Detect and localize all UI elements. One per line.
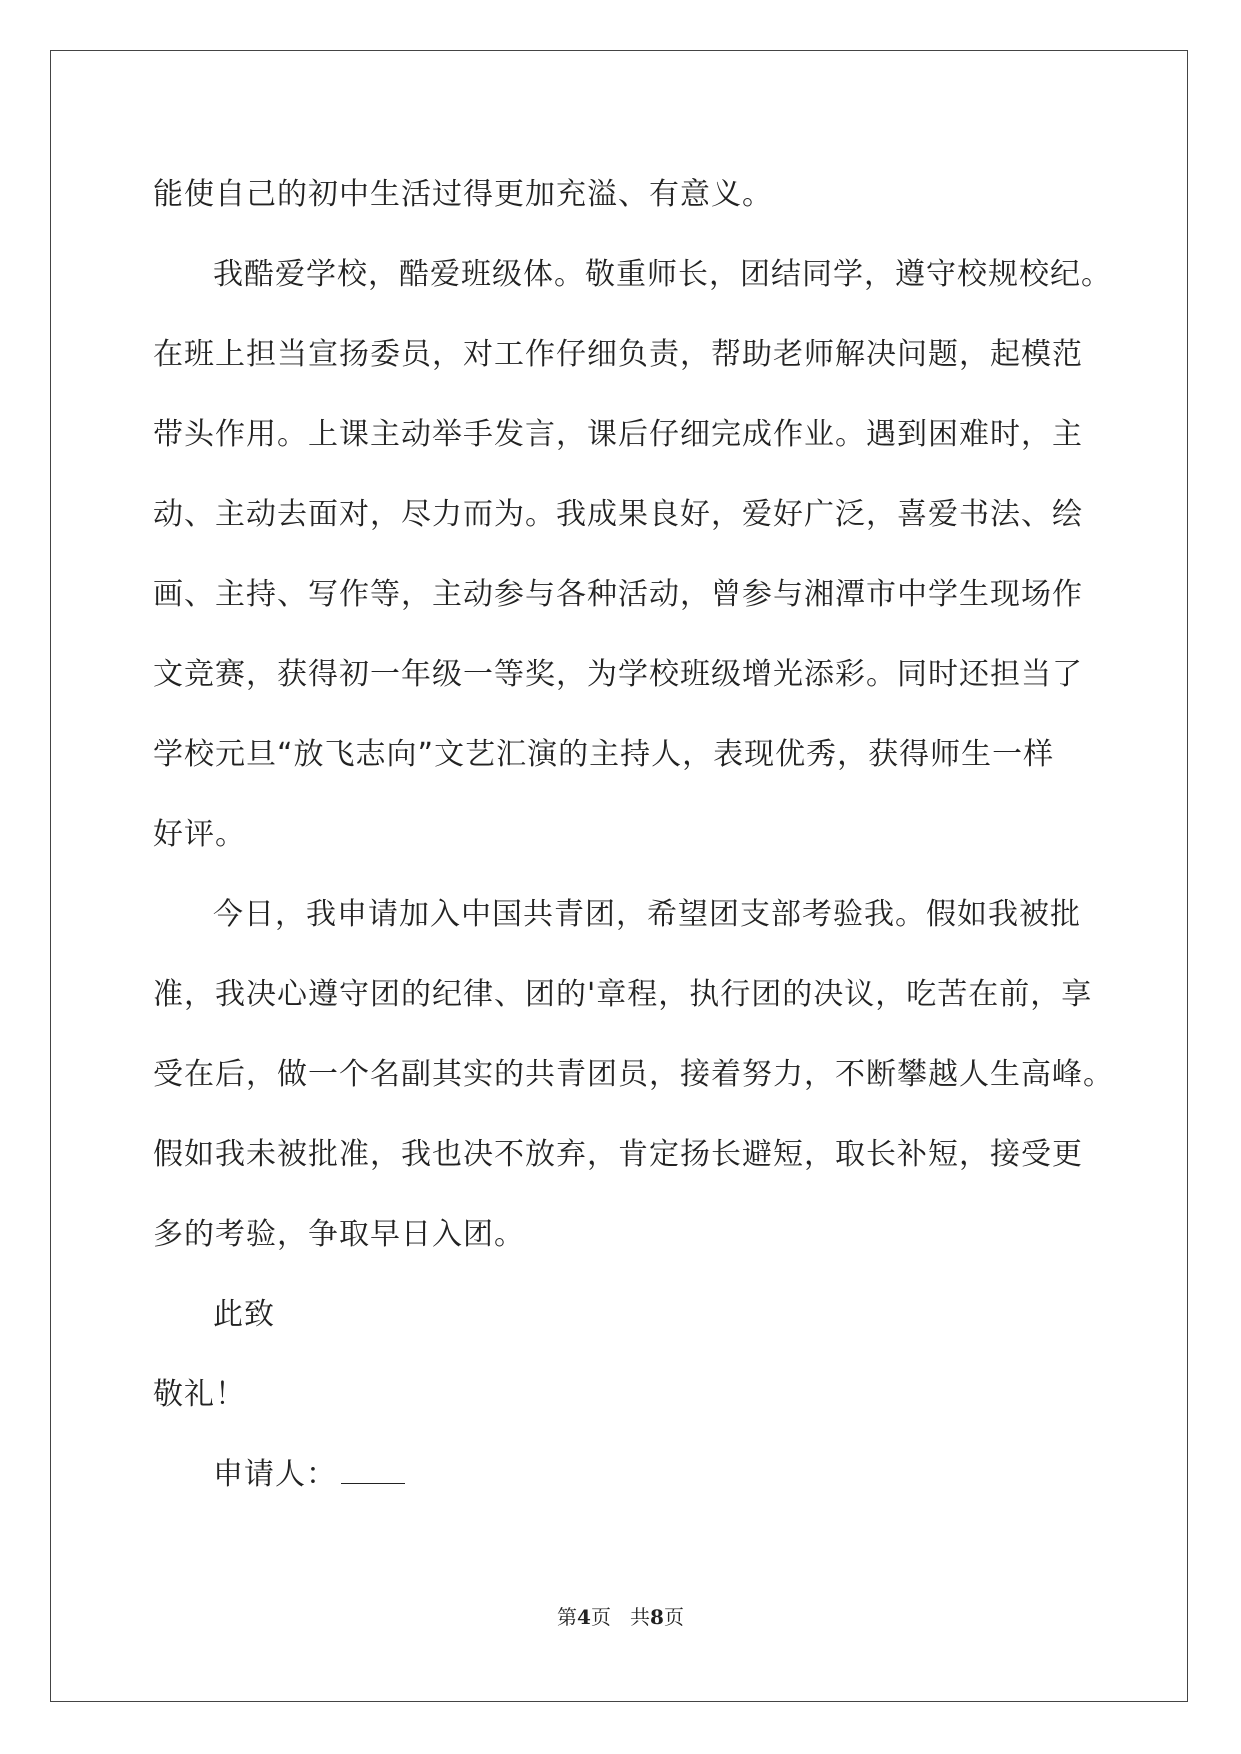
- current-page-number: 4: [577, 1605, 591, 1629]
- page-footer: [0, 1601, 1241, 1630]
- salute-text: 敬礼！: [153, 1377, 246, 1412]
- letter-line: 假如我未被批准，我也决不放弃，肯定扬长避短，取长补短，接受更: [153, 1137, 1083, 1172]
- signature-blank: [341, 1461, 405, 1484]
- signature-line: [153, 1435, 1093, 1515]
- letter-line: 受在后，做一个名副其实的共青团员，接着努力，不断攀越人生高峰。: [153, 1057, 1114, 1092]
- signature-label: 申请人：: [213, 1457, 337, 1492]
- letter-line: 准，我决心遵守团的纪律、团的'章程，执行团的决议，吃苦在前，享: [153, 977, 1093, 1012]
- footer-page-unit: 页: [590, 1605, 611, 1629]
- total-pages-number: 8: [650, 1605, 664, 1629]
- letter-body: [153, 155, 1114, 1515]
- closing-text: 此致: [213, 1297, 275, 1332]
- letter-line: 动、主动去面对，尽力而为。我成果良好，爱好广泛，喜爱书法、绘: [153, 497, 1083, 532]
- letter-line: 带头作用。上课主动举手发言，课后仔细完成作业。遇到困难时，主: [153, 417, 1083, 452]
- letter-line: 能使自己的初中生活过得更加充溢、有意义。: [153, 177, 773, 212]
- letter-line: 多的考验，争取早日入团。: [153, 1217, 525, 1252]
- footer-total-prefix: 共: [630, 1605, 651, 1629]
- letter-line: 在班上担当宣扬委员，对工作仔细负责，帮助老师解决问题，起模范: [153, 337, 1083, 372]
- letter-line: 好评。: [153, 817, 246, 852]
- letter-line: 画、主持、写作等，主动参与各种活动，曾参与湘潭市中学生现场作: [153, 577, 1083, 612]
- letter-line: 学校元旦“放飞志向”文艺汇演的主持人，表现优秀，获得师生一样: [153, 737, 1055, 772]
- footer-prefix: 第: [557, 1605, 578, 1629]
- footer-total-unit: 页: [663, 1605, 684, 1629]
- letter-line: 文竞赛，获得初一年级一等奖，为学校班级增光添彩。同时还担当了: [153, 657, 1083, 692]
- letter-line: 今日，我申请加入中国共青团，希望团支部考验我。假如我被批: [213, 897, 1081, 932]
- letter-line: 我酷爱学校，酷爱班级体。敬重师长，团结同学，遵守校规校纪。: [213, 257, 1112, 292]
